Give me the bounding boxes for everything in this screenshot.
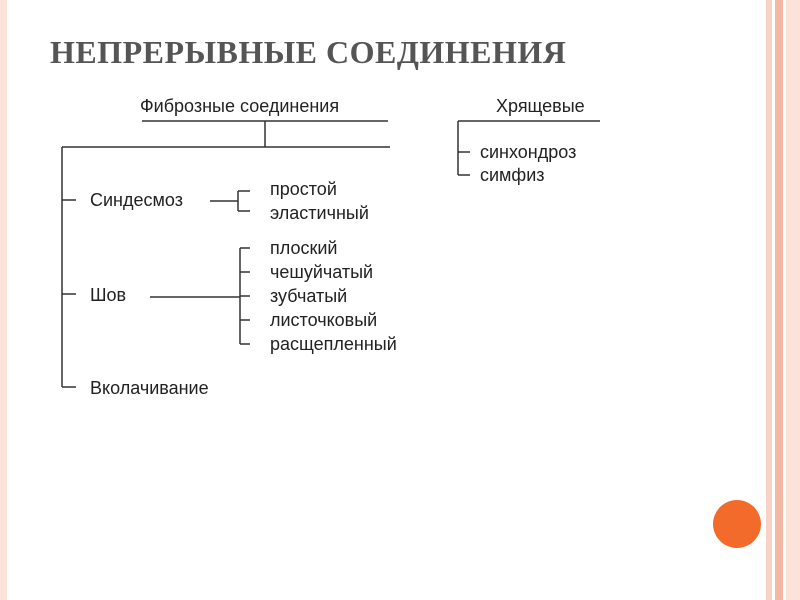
syndesmosis-type-elastic: эластичный [270,203,369,223]
accent-circle [713,500,761,548]
fibrous-header: Фиброзные соединения [140,96,340,116]
slide-title: НЕПРЕРЫВНЫЕ СОЕДИНЕНИЯ [50,34,567,70]
suture-label: Шов [90,285,127,305]
suture-type-split: расщепленный [270,334,397,354]
suture-type-flat: плоский [270,238,338,258]
cartilaginous-type-symphysis: симфиз [480,165,545,185]
suture-type-foliate: листочковый [270,310,378,330]
gomphosis-label: Вколачивание [90,378,209,398]
syndesmosis-label: Синдесмоз [90,190,183,210]
cartilaginous-header: Хрящевые [496,96,585,116]
suture-type-squamous: чешуйчатый [270,262,374,282]
syndesmosis-type-simple: простой [270,179,337,199]
cartilaginous-type-synchondrosis: синхондроз [480,142,577,162]
suture-type-serrated: зубчатый [270,286,348,306]
